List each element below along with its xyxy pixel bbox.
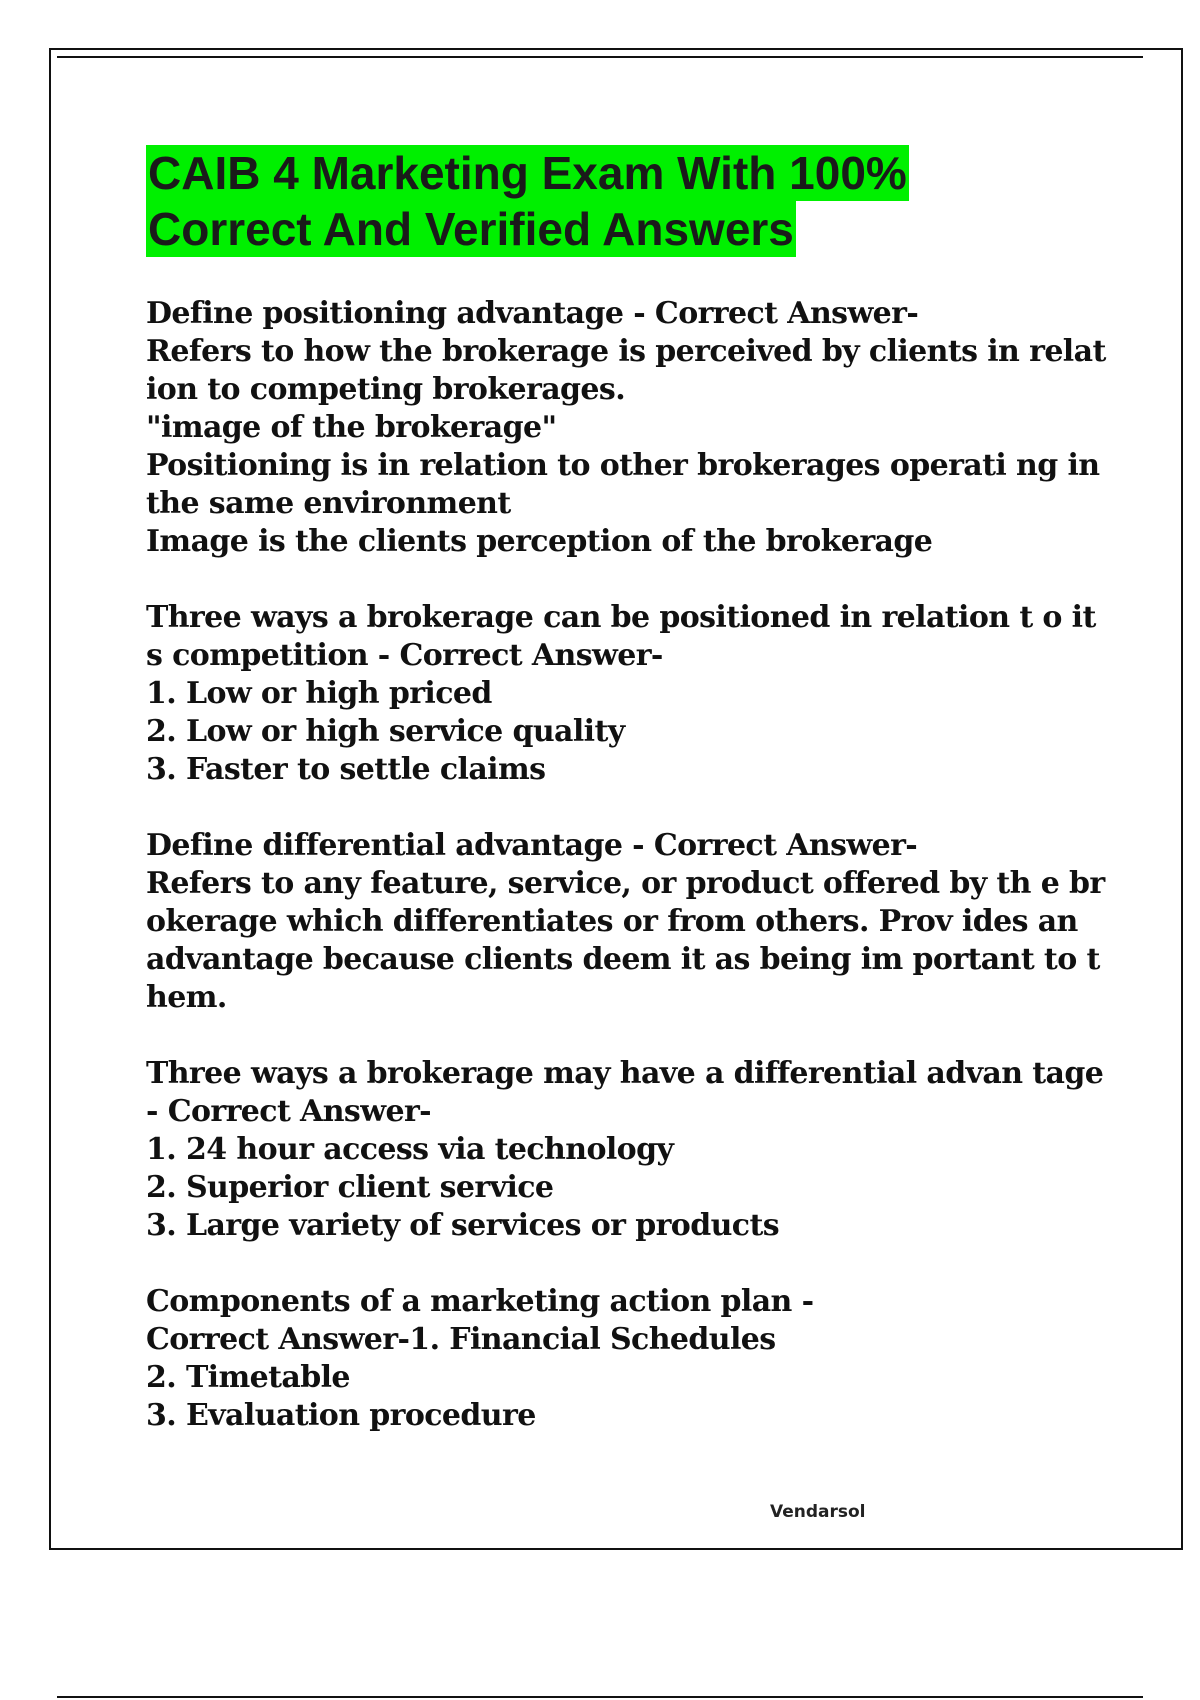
answer-text: Refers to any feature, service, or product offered by th e brokerage which differentiates or from others. Prov ides an advantage because clients deem it as being im portant to them.	[146, 866, 1105, 1015]
answer-text: Correct Answer-1. Financial Schedules 2. Timetable 3. Evaluation procedure	[146, 1322, 776, 1433]
question-text: Define positioning advantage - Correct Answer-	[146, 296, 919, 331]
document-title	[146, 145, 1106, 257]
bottom-rule	[57, 1696, 1143, 1698]
question-text: Define differential advantage - Correct Answer-	[146, 828, 918, 863]
question-text: Three ways a brokerage can be positioned in relation t o its competition - Correct Answer-	[146, 600, 1096, 673]
title-line-2: Correct And Verified Answers	[148, 203, 794, 255]
answer-text: 1. 24 hour access via technology 2. Superior client service 3. Large variety of services or products	[146, 1132, 780, 1243]
answer-text: Refers to how the brokerage is perceived by clients in relation to competing brokerages. "image of the brokerage" Positioning is in relation to other brokerages operati ng in the same environment Image is the clients perception of the brokerage	[146, 334, 1106, 559]
qa-block-4	[146, 1055, 1106, 1245]
qa-block-1	[146, 295, 1106, 561]
qa-block-3	[146, 827, 1106, 1017]
question-text: Three ways a brokerage may have a differential advan tage - Correct Answer-	[146, 1056, 1104, 1129]
question-text: Components of a marketing action plan -	[146, 1284, 814, 1319]
answer-text: 1. Low or high priced 2. Low or high service quality 3. Faster to settle claims	[146, 676, 625, 787]
qa-block-5	[146, 1283, 1106, 1435]
document-body	[146, 145, 1106, 1473]
footer-brand: Vendarsol	[770, 1502, 866, 1522]
title-line-1: CAIB 4 Marketing Exam With 100%	[148, 147, 907, 199]
top-rule	[57, 56, 1143, 58]
qa-block-2	[146, 599, 1106, 789]
